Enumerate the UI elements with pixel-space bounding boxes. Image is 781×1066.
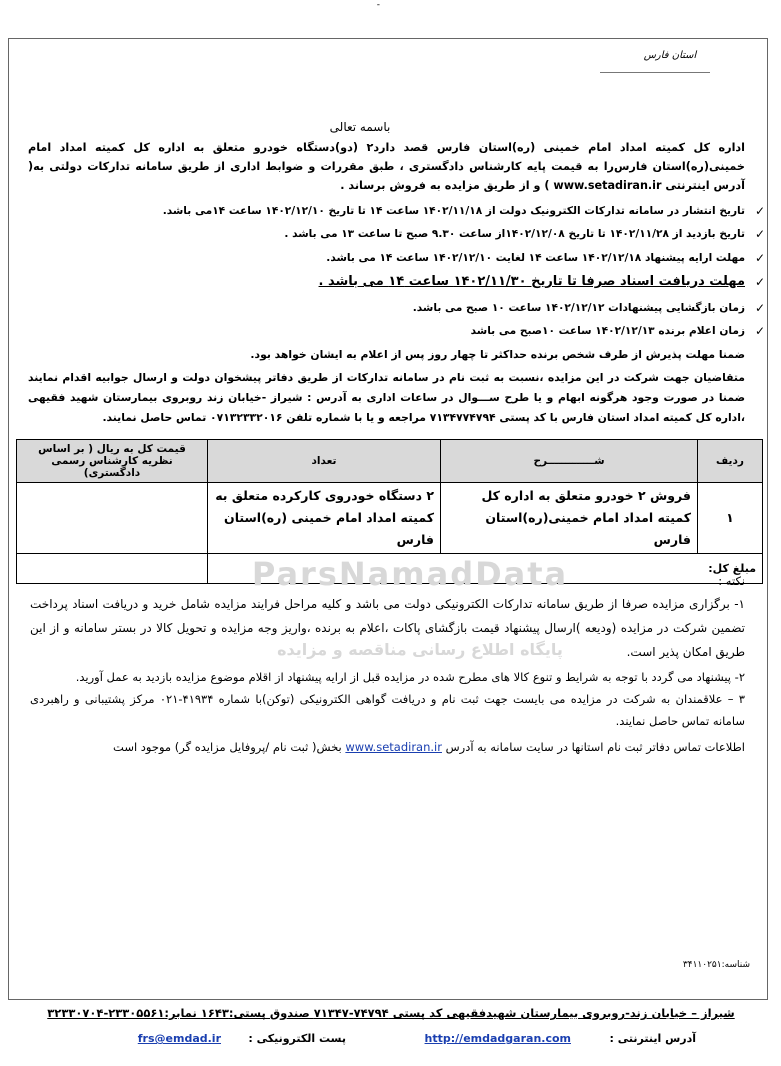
applicants-paragraph: متقاضیان جهت شرکت در این مزایده ،نسبت به ثبت نام در سامانه تدارکات از طریق دفاتر پیشخوان دولت و ارسال جوابیه اقدام نمایند ضمنا در صورت وجود هرگونه ابهام و یا طرح ســـوال در ساعات اداری به آدرس : شیراز -خیابان زند روبروی بیمارستان شهید فقیهی ،اداره کل کمیته امداد استان فارس با کد پستی ۷۱۳۴۷۷۴۷۹۴ مراجعه و یا با شماره تلفن ۰۷۱۳۲۳۳۲۰۱۶ تماس حاصل نمایند. bbox=[28, 371, 745, 424]
setadiran-link[interactable]: www.setadiran.ir bbox=[345, 740, 442, 754]
table-row bbox=[17, 483, 763, 554]
watermark-title: ParsNamadData bbox=[251, 555, 569, 593]
document-id: شناسه:۳۴۱۱۰۲۵۱ bbox=[682, 960, 750, 970]
table-header-row bbox=[17, 440, 763, 483]
bullet-text: تاریخ بازدید از ۱۴۰۲/۱۱/۲۸ تا تاریخ ۱۴۰۲/۱۲/۰۸از ساعت ۹.۳۰ صبح تا ساعت ۱۳ می باشد . bbox=[284, 228, 745, 240]
province-underline bbox=[600, 72, 710, 73]
note-1: ۱- برگزاری مزایده صرفا از طریق سامانه تدارکات الکترونیکی دولت می باشد و کلیه مراحل فرایند مزایده شامل خرید و دریافت اسناد پرداخت تضمین شرکت در مزایده (ودیعه )ارسال پیشنهاد قیمت بازگشای پاکات ،اعلام به برنده ،واریز وجه مزایده و تحویل کالا در بستر سامانه و از این طریق امکان پذیر است. bbox=[30, 597, 745, 659]
province-label: استان فارس bbox=[643, 50, 697, 61]
bismillah-heading: باسمه تعالی bbox=[329, 120, 391, 134]
note-4-text-start: اطلاعات تماس دفاتر ثبت نام استانها در سایت سامانه به آدرس bbox=[445, 740, 745, 754]
bullet-text: مهلت دریافت اسناد صرفا تا تاریخ ۱۴۰۲/۱۱/۳۰ ساعت ۱۴ می باشد . bbox=[318, 274, 745, 289]
note-4-text-end: بخش( ثبت نام /پروفایل مزایده گر) موجود است bbox=[113, 740, 342, 754]
check-icon: ✓ bbox=[754, 204, 765, 218]
bullet-offer-deadline bbox=[60, 250, 765, 266]
note-3: ۳ – علاقمندان به شرکت در مزایده می بایست جهت ثبت نام و دریافت گواهی الکترونیکی (توکن)با شماره ۴۱۹۳۴-۰۲۱ مرکز پشتیبانی و راهبردی سامانه تماس حاصل نمایند. bbox=[30, 692, 745, 728]
bullet-winner-announcement bbox=[60, 323, 765, 339]
website-link[interactable]: http://emdadgaran.com bbox=[424, 1032, 571, 1045]
web-label: آدرس اینترنتی : bbox=[609, 1032, 696, 1045]
header-description: شـــــــــــــرح bbox=[441, 440, 698, 483]
check-icon: ✓ bbox=[754, 275, 765, 289]
bullet-opening-time bbox=[60, 300, 765, 316]
top-mark: - bbox=[376, 0, 380, 10]
cell-price bbox=[17, 483, 208, 554]
watermark-subtitle: پایگاه اطلاع رسانی مناقصه و مزایده bbox=[277, 640, 563, 659]
total-label: مبلغ کل: bbox=[208, 554, 763, 584]
bullet-publish-date bbox=[60, 203, 765, 219]
cell-row-number: ۱ bbox=[698, 483, 763, 554]
bullet-visit-date bbox=[60, 226, 765, 242]
header-total-price: قیمت کل به ریال ( بر اساس نظریه کارشناس رسمی دادگستری) bbox=[17, 440, 208, 483]
notes-heading: نکته : bbox=[718, 574, 745, 588]
bullet-text: مهلت ارایه پیشنهاد ۱۴۰۲/۱۲/۱۸ ساعت ۱۴ لغایت ۱۴۰۲/۱۲/۱۰ ساعت ۱۴ می باشد. bbox=[326, 252, 745, 264]
note-4 bbox=[30, 736, 745, 758]
check-icon: ✓ bbox=[754, 324, 765, 338]
header-quantity: تعداد bbox=[208, 440, 441, 483]
email-link[interactable]: frs@emdad.ir bbox=[137, 1032, 221, 1045]
check-icon: ✓ bbox=[754, 227, 765, 241]
cell-quantity: ۲ دستگاه خودروی کارکرده متعلق به کمیته امداد امام خمینی (ره)استان فارس bbox=[208, 483, 441, 554]
cell-description: فروش ۲ خودرو متعلق به اداره کل کمیته امداد امام خمینی(ره)استان فارس bbox=[441, 483, 698, 554]
bullet-text: زمان بازگشایی پیشنهادات ۱۴۰۲/۱۲/۱۲ ساعت ۱۰ صبح می باشد. bbox=[412, 302, 745, 314]
check-icon: ✓ bbox=[754, 251, 765, 265]
intro-paragraph: اداره کل کمیته امداد امام خمینی (ره)استان فارس قصد دارد۲ (دو)دستگاه خودرو متعلق به اداره کل کمیته امداد امام خمینی(ره)استان فارس‌را به قیمت پایه کارشناس دادگستری ، طبق مقررات و ضوابط اداری از طریق سامانه تدارکات دولتی به( آدرس اینترنتی www.setadiran.ir ) و از طریق مزایده به فروش برساند . bbox=[28, 141, 745, 192]
bullet-text: تاریخ انتشار در سامانه تدارکات الکترونیک دولت از ۱۴۰۲/۱۱/۱۸ ساعت ۱۴ تا تاریخ ۱۴۰۲/۱۲/۱۰ ساعت ۱۴می باشد. bbox=[162, 205, 745, 217]
header-row-number: ردیف bbox=[698, 440, 763, 483]
footer-address: شیراز – خیابان زند-روبروی بیمارستان شهیدفقیهی کد پستی ۷۴۷۹۴-۷۱۳۴۷ صندوق پستی:۱۶۴۳ نمابر:۲۳۳۰۵۵۶۱-۳۲۳۳۰۷۰۴ bbox=[47, 1006, 735, 1020]
check-icon: ✓ bbox=[754, 301, 765, 315]
bullet-text: زمان اعلام برنده ۱۴۰۲/۱۲/۱۳ ساعت ۱۰صبح می باشد bbox=[470, 325, 745, 337]
bullet-document-deadline bbox=[60, 272, 765, 292]
note-2: ۲- پیشنهاد می گردد با توجه به شرایط و تنوع کالا های مطرح شده در مزایده قبل از ارایه پیشنهاد از اقلام موضوع مزایده بازدید به عمل آورید. bbox=[75, 670, 745, 684]
acceptance-note: ضمنا مهلت پذیرش از طرف شخص برنده حداکثر تا چهار روز پس از اعلام به ایشان خواهد بود. bbox=[250, 348, 745, 361]
email-label: پست الکترونیکی : bbox=[248, 1032, 346, 1045]
